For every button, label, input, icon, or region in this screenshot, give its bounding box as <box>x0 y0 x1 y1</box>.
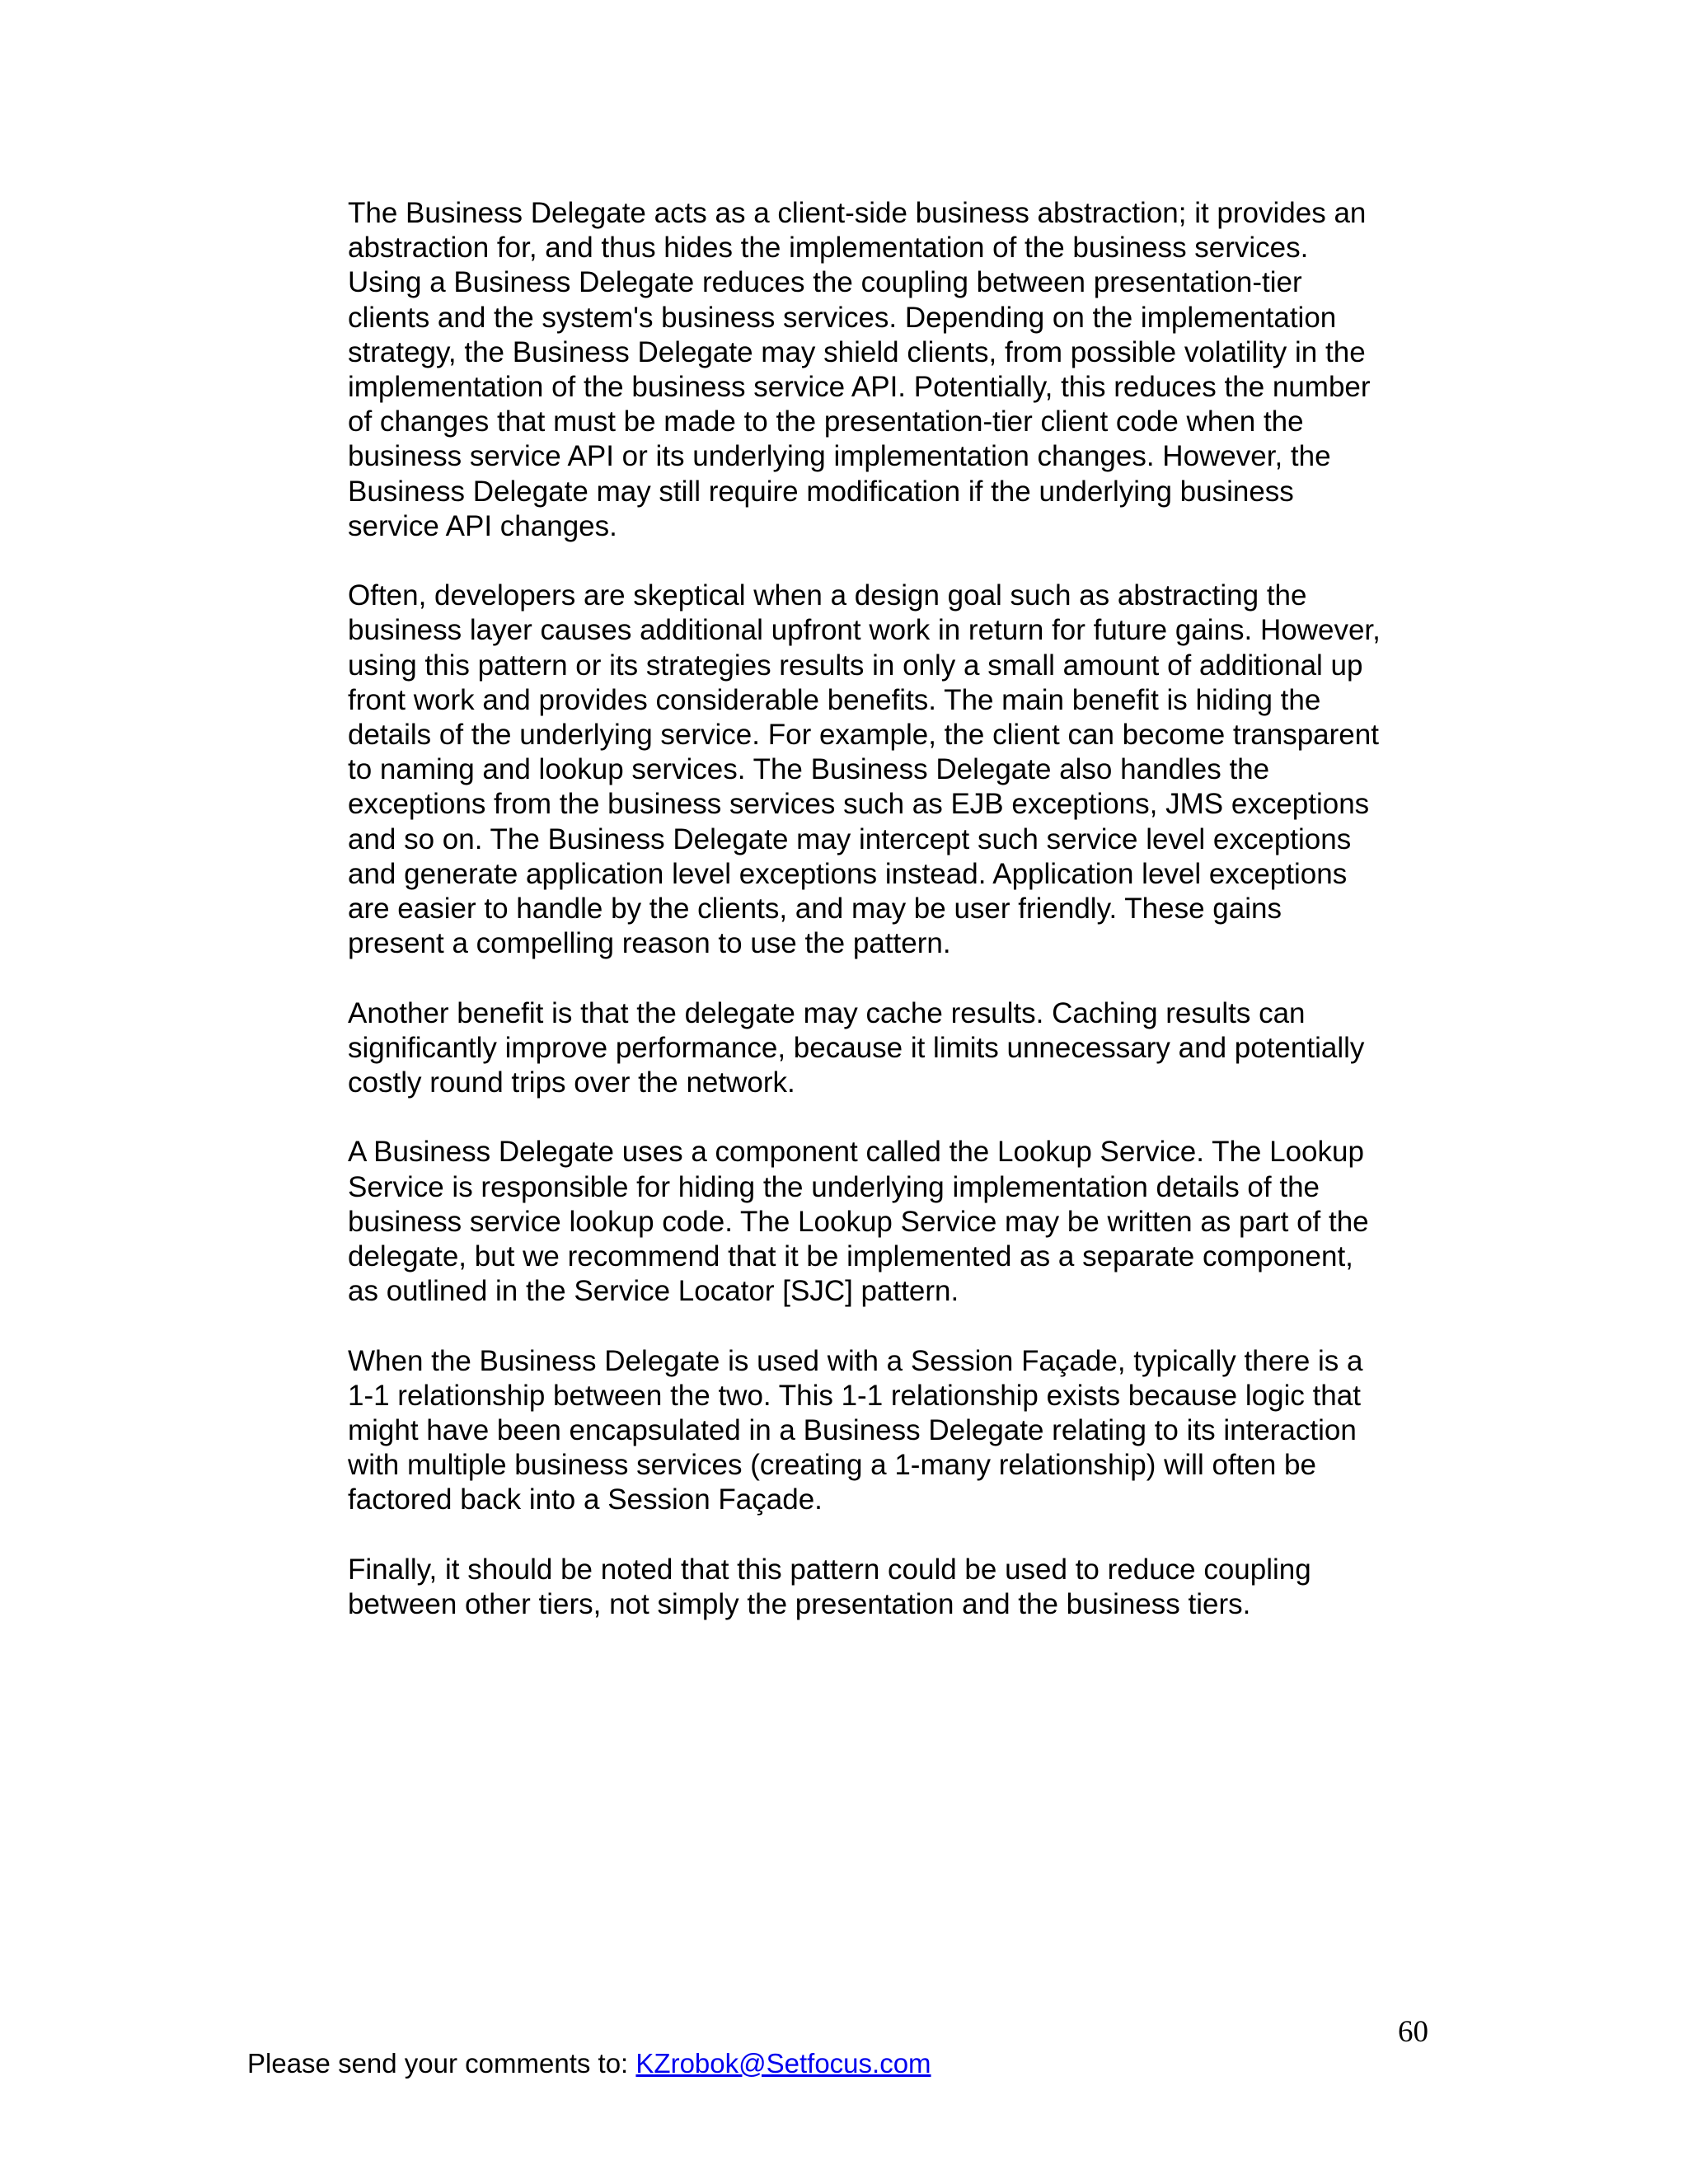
paragraph-session-facade <box>348 1344 1452 1518</box>
text-line: Finally, it should be noted that this pattern could be used to reduce coupling <box>348 1553 1311 1586</box>
text-line: between other tiers, not simply the presentation and the business tiers. <box>348 1588 1251 1621</box>
text-line: might have been encapsulated in a Business Delegate relating to its interaction <box>348 1414 1357 1447</box>
text-line: of changes that must be made to the presentation-tier client code when the <box>348 405 1304 438</box>
text-line: business service lookup code. The Lookup Service may be written as part of the <box>348 1205 1369 1238</box>
text-line: business layer causes additional upfront work in return for future gains. However, <box>348 614 1381 647</box>
footer-prompt: Please send your comments to: <box>247 2048 636 2079</box>
text-line: abstraction for, and thus hides the implementation of the business services. <box>348 232 1309 265</box>
text-line: details of the underlying service. For example, the client can become transparent <box>348 719 1379 752</box>
text-line: and so on. The Business Delegate may intercept such service level exceptions <box>348 823 1352 855</box>
text-line: A Business Delegate uses a component called the Lookup Service. The Lookup <box>348 1136 1364 1169</box>
text-line: exceptions from the business services such as EJB exceptions, JMS exceptions <box>348 788 1370 821</box>
email-link[interactable]: KZrobok@Setfocus.com <box>635 2048 931 2079</box>
text-line: to naming and lookup services. The Business Delegate also handles the <box>348 753 1270 786</box>
text-line: are easier to handle by the clients, and may be user friendly. These gains <box>348 893 1282 926</box>
paragraph-business-delegate-intro <box>348 196 1452 544</box>
paragraph-lookup-service <box>348 1135 1452 1309</box>
text-line: strategy, the Business Delegate may shield clients, from possible volatility in the <box>348 335 1366 368</box>
text-line: and generate application level exceptions instead. Application level exceptions <box>348 857 1348 890</box>
text-line: with multiple business services (creating a 1-many relationship) will often be <box>348 1449 1316 1482</box>
text-line: as outlined in the Service Locator [SJC] pattern. <box>348 1275 959 1308</box>
text-line: service API changes. <box>348 509 617 542</box>
paragraph-conclusion <box>348 1553 1452 1622</box>
text-line: present a compelling reason to use the pattern. <box>348 927 951 960</box>
text-line: costly round trips over the network. <box>348 1066 795 1099</box>
page-number: 60 <box>1398 2015 1428 2049</box>
text-line: significantly improve performance, because it limits unnecessary and potentially <box>348 1031 1365 1064</box>
text-line: Another benefit is that the delegate may cache results. Caching results can <box>348 996 1306 1029</box>
text-line: 1-1 relationship between the two. This 1-1 relationship exists because logic that <box>348 1379 1361 1412</box>
text-line: factored back into a Session Façade. <box>348 1483 823 1516</box>
body-text <box>348 196 1452 1657</box>
footer <box>247 2047 931 2080</box>
text-line: business service API or its underlying implementation changes. However, the <box>348 440 1331 473</box>
text-line: When the Business Delegate is used with a Session Façade, typically there is a <box>348 1344 1363 1377</box>
text-line: front work and provides considerable benefits. The main benefit is hiding the <box>348 683 1321 716</box>
text-line: delegate, but we recommend that it be implemented as a separate component, <box>348 1240 1353 1273</box>
text-line: clients and the system's business services. Depending on the implementation <box>348 301 1337 334</box>
text-line: Often, developers are skeptical when a design goal such as abstracting the <box>348 579 1307 612</box>
text-line: implementation of the business service API. Potentially, this reduces the number <box>348 371 1371 404</box>
text-line: Service is responsible for hiding the underlying implementation details of the <box>348 1170 1320 1203</box>
text-line: Business Delegate may still require modification if the underlying business <box>348 475 1294 508</box>
text-line: Using a Business Delegate reduces the coupling between presentation-tier <box>348 266 1302 299</box>
text-line: The Business Delegate acts as a client-side business abstraction; it provides an <box>348 197 1367 229</box>
paragraph-caching-benefit <box>348 996 1452 1101</box>
text-line: using this pattern or its strategies results in only a small amount of additional up <box>348 649 1363 682</box>
paragraph-developer-skepticism <box>348 579 1452 961</box>
